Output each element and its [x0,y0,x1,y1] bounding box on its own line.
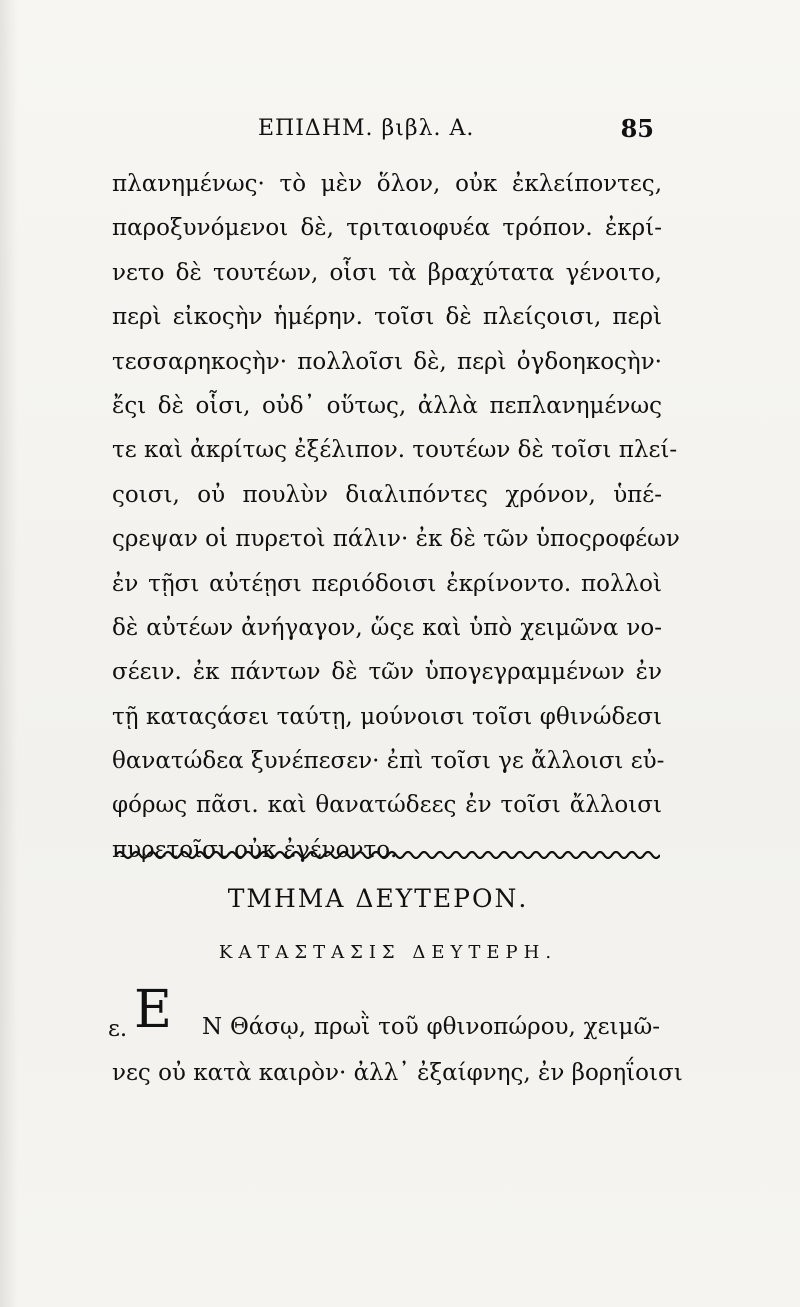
drop-cap: Ε [134,980,172,1040]
text-line: δὲ αὐτέων ἀνήγαγον, ὥςε καὶ ὑπὸ χειμῶνα νο- [112,614,662,641]
text-line: ἔςι δὲ οἷσι, οὐδ᾽ οὕτως, ἀλλὰ πεπλανημένως [112,392,662,419]
text-line: φόρως πᾶσι. καὶ θανατώδεες ἐν τοῖσι ἄλλοισι [112,792,662,819]
text-line: τεσσαρηκοςὴν· πολλοῖσι δὲ, περὶ ὀγδοηκοςὴν· [112,348,662,375]
body-text [112,162,680,872]
text-line: πυρετοῖσι οὐκ ἐγένοντο. [112,836,398,863]
text-line: νες οὐ κατὰ καιρὸν· ἀλλ᾽ ἐξαίφνης, ἐν βορηΐοισι [112,1060,683,1086]
text-line: Ν Θάσῳ, πρωῒ τοῦ φθινοπώρου, χειμῶ- [202,1014,660,1040]
page-gutter-shadow [0,0,18,1307]
paragraph-first-line [108,980,660,1054]
text-line: ςρεψαν οἱ πυρετοὶ πάλιν· ἐκ δὲ τῶν ὑποςροφέων [112,526,680,553]
page-header [100,116,660,146]
text-line: τῇ καταςάσει ταύτῃ, μούνοισι τοῖσι φθινώδεσι [112,703,662,730]
text-line: ἐν τῇσι αὐτέῃσι περιόδοισι ἐκρίνοντο. πολλοὶ [112,570,662,597]
text-line: σέειν. ἐκ πάντων δὲ τῶν ὑπογεγραμμένων ἐν [112,659,662,686]
running-head: ΕΠΙΔΗΜ. βιβλ. Α. [258,116,475,141]
paragraph [108,980,683,1120]
section-subtitle: ΚΑΤΑΣΤΑΣΙΣ ΔΕΥΤΕΡΗ. [218,942,558,963]
section-title: ΤΜΗΜΑ ΔΕΥΤΕΡΟΝ. [227,884,529,913]
text-line: παροξυνόμενοι δὲ, τριταιοφυέα τρόπον. ἐκρί- [112,215,662,242]
text-line: νετο δὲ τουτέων, οἷσι τὰ βραχύτατα γένοιτο, [112,259,662,286]
page-number: 85 [620,114,654,143]
section-number: ε. [108,1016,128,1042]
text-line: περὶ εἰκοςὴν ἡμέρην. τοῖσι δὲ πλείςοισι, περὶ [112,304,662,331]
ornamental-wavy-rule [116,846,660,864]
text-line: θανατώδεα ξυνέπεσεν· ἐπὶ τοῖσι γε ἄλλοισι εὐ- [112,748,665,775]
paragraph-second-line [108,1054,683,1120]
text-line: πλανημένως· τὸ μὲν ὅλον, οὐκ ἐκλείποντες, [112,171,662,197]
text-line: τε καὶ ἀκρίτως ἐξέλιπον. τουτέων δὲ τοῖσι πλεί- [112,437,678,464]
text-line: ςοισι, οὐ πουλὺν διαλιπόντες χρόνον, ὑπέ- [112,481,662,508]
